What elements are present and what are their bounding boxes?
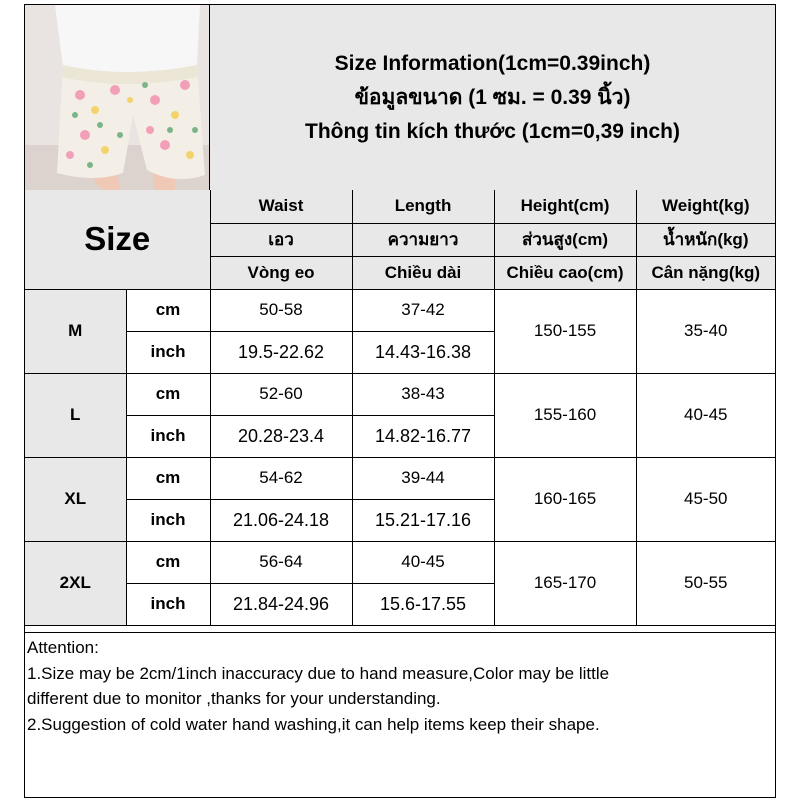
col-height-th: ส่วนสูง(cm) bbox=[494, 223, 636, 256]
col-height-vi: Chiều cao(cm) bbox=[494, 256, 636, 289]
product-photo bbox=[25, 5, 210, 190]
length-inch: 14.43-16.38 bbox=[352, 331, 494, 373]
waist-cm: 50-58 bbox=[210, 289, 352, 331]
size-chart-sheet bbox=[24, 4, 776, 798]
unit-cm: cm bbox=[126, 289, 210, 331]
weight-range: 35-40 bbox=[636, 289, 775, 373]
waist-inch: 20.28-23.4 bbox=[210, 415, 352, 457]
size-table bbox=[25, 190, 775, 626]
attention-notes bbox=[25, 632, 775, 739]
table-row bbox=[25, 373, 775, 415]
length-inch: 15.21-17.16 bbox=[352, 499, 494, 541]
col-weight-th: น้ำหนัก(kg) bbox=[636, 223, 775, 256]
unit-cm: cm bbox=[126, 373, 210, 415]
height-range: 150-155 bbox=[494, 289, 636, 373]
height-range: 160-165 bbox=[494, 457, 636, 541]
note-line-2: different due to monitor ,thanks for your understanding. bbox=[27, 689, 441, 708]
height-range: 155-160 bbox=[494, 373, 636, 457]
col-waist-th: เอว bbox=[210, 223, 352, 256]
header-row-en bbox=[25, 190, 775, 223]
waist-cm: 56-64 bbox=[210, 541, 352, 583]
header-title-en: Size Information(1cm=0.39inch) bbox=[334, 51, 651, 75]
length-inch: 15.6-17.55 bbox=[352, 583, 494, 625]
unit-inch: inch bbox=[126, 331, 210, 373]
waist-inch: 21.84-24.96 bbox=[210, 583, 352, 625]
size-label: L bbox=[25, 373, 126, 457]
col-height-en: Height(cm) bbox=[494, 190, 636, 223]
length-cm: 38-43 bbox=[352, 373, 494, 415]
unit-inch: inch bbox=[126, 499, 210, 541]
table-row bbox=[25, 457, 775, 499]
unit-cm: cm bbox=[126, 541, 210, 583]
size-info-header bbox=[210, 5, 775, 190]
col-length-th: ความยาว bbox=[352, 223, 494, 256]
size-label: XL bbox=[25, 457, 126, 541]
length-inch: 14.82-16.77 bbox=[352, 415, 494, 457]
size-label: M bbox=[25, 289, 126, 373]
waist-inch: 21.06-24.18 bbox=[210, 499, 352, 541]
weight-range: 50-55 bbox=[636, 541, 775, 625]
size-heading: Size bbox=[25, 190, 210, 289]
length-cm: 37-42 bbox=[352, 289, 494, 331]
col-length-en: Length bbox=[352, 190, 494, 223]
weight-range: 45-50 bbox=[636, 457, 775, 541]
waist-inch: 19.5-22.62 bbox=[210, 331, 352, 373]
col-waist-vi: Vòng eo bbox=[210, 256, 352, 289]
unit-inch: inch bbox=[126, 415, 210, 457]
table-row bbox=[25, 541, 775, 583]
height-range: 165-170 bbox=[494, 541, 636, 625]
header-title-th: ข้อมูลขนาด (1 ซม. = 0.39 นิ้ว) bbox=[354, 85, 631, 109]
floral-shorts-photo-icon bbox=[25, 5, 210, 190]
table-row bbox=[25, 289, 775, 331]
size-label: 2XL bbox=[25, 541, 126, 625]
col-length-vi: Chiều dài bbox=[352, 256, 494, 289]
unit-cm: cm bbox=[126, 457, 210, 499]
header-title-vi: Thông tin kích thước (1cm=0,39 inch) bbox=[305, 119, 680, 143]
note-line-1: 1.Size may be 2cm/1inch inaccuracy due to hand measure,Color may be little bbox=[27, 663, 610, 683]
notes-title: Attention: bbox=[27, 638, 99, 657]
waist-cm: 52-60 bbox=[210, 373, 352, 415]
waist-cm: 54-62 bbox=[210, 457, 352, 499]
col-weight-en: Weight(kg) bbox=[636, 190, 775, 223]
length-cm: 40-45 bbox=[352, 541, 494, 583]
length-cm: 39-44 bbox=[352, 457, 494, 499]
col-waist-en: Waist bbox=[210, 190, 352, 223]
unit-inch: inch bbox=[126, 583, 210, 625]
col-weight-vi: Cân nặng(kg) bbox=[636, 256, 775, 289]
weight-range: 40-45 bbox=[636, 373, 775, 457]
note-line-3: 2.Suggestion of cold water hand washing,it can help items keep their shape. bbox=[27, 714, 600, 734]
